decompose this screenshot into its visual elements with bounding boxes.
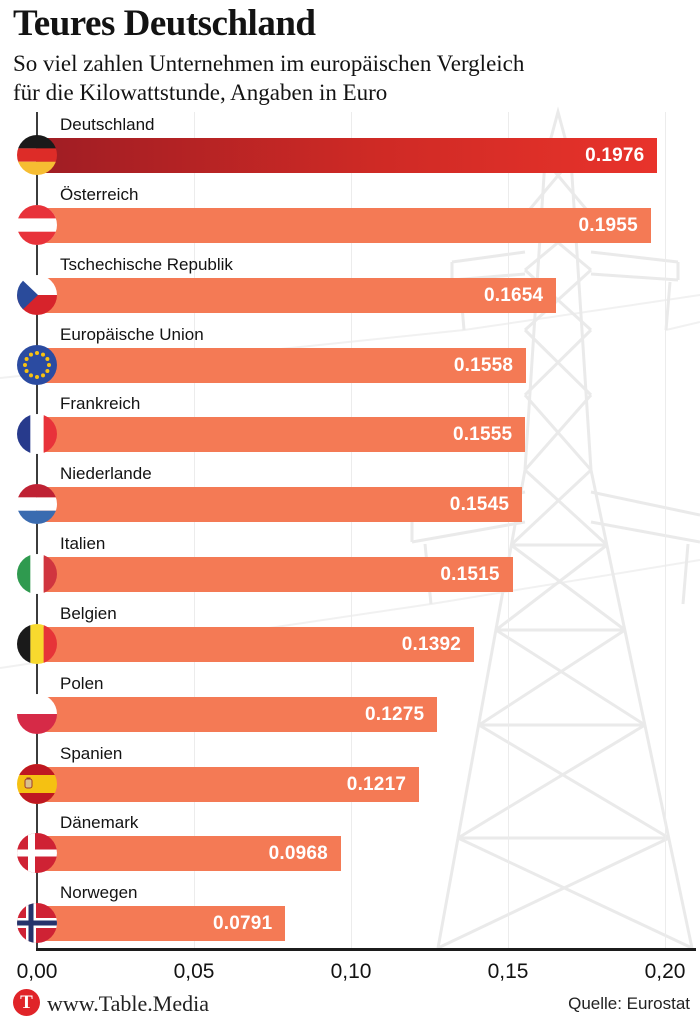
x-tick-label: 0,05 (173, 960, 215, 983)
bar-tschechische-republik (37, 278, 556, 313)
x-tick-label: 0,20 (644, 960, 686, 983)
bar-europaeische-union (37, 348, 526, 383)
bar-row-belgien (0, 601, 700, 671)
bar-spanien (37, 767, 419, 802)
subtitle-line-2: für die Kilowattstunde, Angaben in Euro (13, 80, 388, 105)
bar-norwegen (37, 906, 285, 941)
bar-row-niederlande (0, 461, 700, 531)
bar-value: 0.1555 (452, 424, 513, 446)
denmark-flag-icon (17, 833, 57, 873)
x-tick-label: 0,10 (330, 960, 372, 983)
country-label: Frankreich (60, 394, 141, 414)
bar-deutschland (37, 138, 657, 173)
page-title: Teures Deutschland (13, 3, 316, 44)
bar-value: 0.1558 (453, 354, 514, 376)
bar-value: 0.1955 (578, 214, 638, 236)
bar-oesterreich (37, 208, 651, 243)
country-label: Deutschland (60, 115, 155, 134)
bar-value: 0.1392 (401, 633, 462, 655)
country-label: Dänemark (60, 813, 139, 833)
x-tick-label: 0,00 (16, 960, 58, 983)
bar-row-deutschland (0, 112, 700, 182)
bar-row-tschechische-republik (0, 252, 700, 322)
bar-value: 0.1275 (365, 703, 425, 725)
bar-niederlande (37, 487, 522, 522)
brand-url: www.Table.Media (47, 991, 209, 1016)
country-label: Österreich (60, 184, 139, 204)
norway-flag-icon (17, 903, 57, 943)
austria-flag-icon (17, 205, 57, 245)
country-label: Norwegen (60, 883, 138, 903)
country-label: Spanien (60, 743, 123, 763)
netherlands-flag-icon (17, 484, 57, 524)
bar-value: 0.0968 (268, 843, 328, 865)
country-label: Italien (60, 534, 106, 553)
bar-value: 0.1217 (346, 773, 407, 795)
bar-value: 0.0791 (213, 913, 273, 935)
bar-value: 0.1654 (484, 284, 544, 306)
germany-flag-icon (17, 135, 57, 175)
bar-polen (37, 697, 437, 732)
spain-flag-icon (17, 764, 57, 804)
bar-row-oesterreich (0, 182, 700, 252)
bar-value: 0.1515 (440, 564, 500, 585)
subtitle-line-1: So viel zahlen Unternehmen im europäischen Vergleich (13, 51, 525, 76)
country-label: Tschechische Republik (60, 254, 233, 274)
country-label: Belgien (60, 603, 117, 623)
x-tick-label: 0,15 (487, 960, 529, 983)
bar-row-polen (0, 671, 700, 741)
country-label: Europäische Union (60, 324, 204, 344)
bar-frankreich (37, 417, 525, 452)
table-media-logo-icon: T (13, 989, 40, 1016)
bar-row-norwegen (0, 880, 700, 950)
country-label: Niederlande (60, 464, 152, 484)
source-credit: Quelle: Eurostat (568, 994, 690, 1013)
bar-value: 0.1976 (585, 145, 645, 166)
bar-row-daenemark (0, 810, 700, 880)
bar-row-italien (0, 531, 700, 601)
bar-value: 0.1545 (449, 494, 510, 516)
italy-flag-icon (17, 554, 57, 594)
bar-italien (37, 557, 513, 592)
bar-daenemark (37, 836, 341, 871)
eu-flag-icon (17, 345, 57, 385)
france-flag-icon (17, 414, 57, 454)
bar-row-europaeische-union (0, 322, 700, 392)
bar-row-spanien (0, 741, 700, 811)
czech-republic-flag-icon (17, 275, 57, 315)
belgium-flag-icon (17, 624, 57, 664)
bar-belgien (37, 627, 474, 662)
poland-flag-icon (17, 694, 57, 734)
country-label: Polen (60, 673, 104, 693)
bar-row-frankreich (0, 391, 700, 461)
